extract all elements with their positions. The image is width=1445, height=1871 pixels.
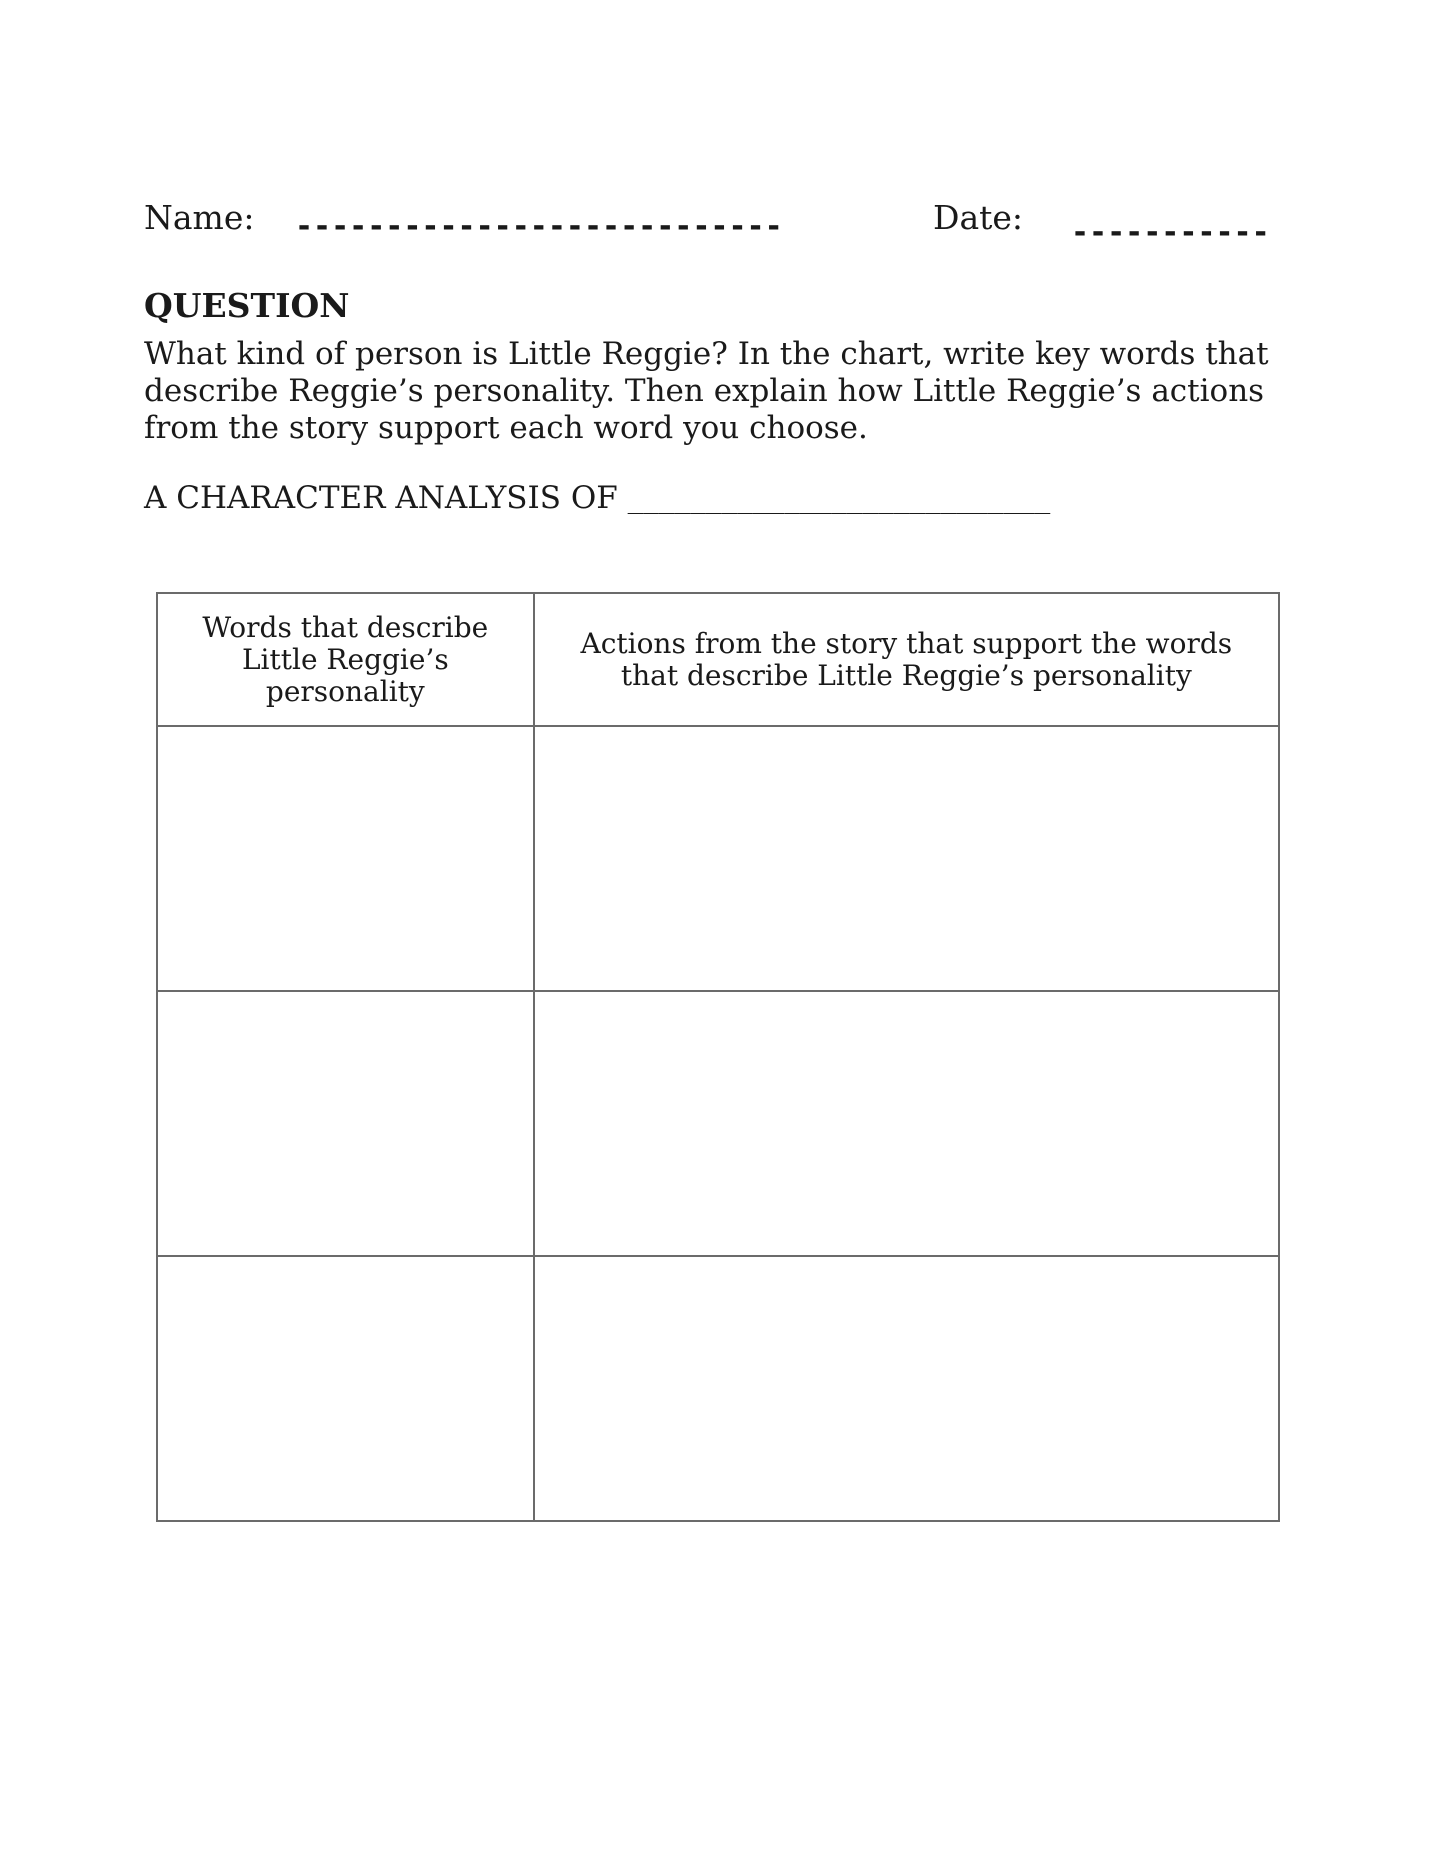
actions-cell[interactable] <box>534 1256 1279 1521</box>
chart-row <box>157 991 1279 1256</box>
analysis-line <box>144 480 1051 516</box>
name-blank[interactable]: --------------------------- <box>295 209 783 244</box>
actions-column-header-text: Actions from the story that support the words that describe Little Reggie’s personality <box>580 626 1233 692</box>
words-column-header-text: Words that describe Little Reggie’s personality <box>202 610 489 708</box>
date-label: Date: <box>933 198 1024 237</box>
words-cell[interactable] <box>157 991 534 1256</box>
actions-cell[interactable] <box>534 726 1279 991</box>
name-label: Name: <box>144 198 255 237</box>
character-analysis-chart <box>156 592 1280 1522</box>
analysis-label: A CHARACTER ANALYSIS OF <box>144 480 618 516</box>
date-blank[interactable]: ----------- <box>1071 215 1270 250</box>
chart-header-row <box>157 593 1279 726</box>
question-heading: QUESTION <box>144 286 350 325</box>
chart-row <box>157 1256 1279 1521</box>
actions-cell[interactable] <box>534 991 1279 1256</box>
question-text: What kind of person is Little Reggie? In the chart, write key words that describe Reggie’s personality. Then explain how Little Reggie’s actions from the story support each word you choose. <box>144 336 1269 446</box>
analysis-blank[interactable]: ___________________________ <box>627 485 1051 515</box>
words-column-header <box>157 593 534 726</box>
chart-row <box>157 726 1279 991</box>
words-cell[interactable] <box>157 726 534 991</box>
words-cell[interactable] <box>157 1256 534 1521</box>
actions-column-header <box>534 593 1279 726</box>
